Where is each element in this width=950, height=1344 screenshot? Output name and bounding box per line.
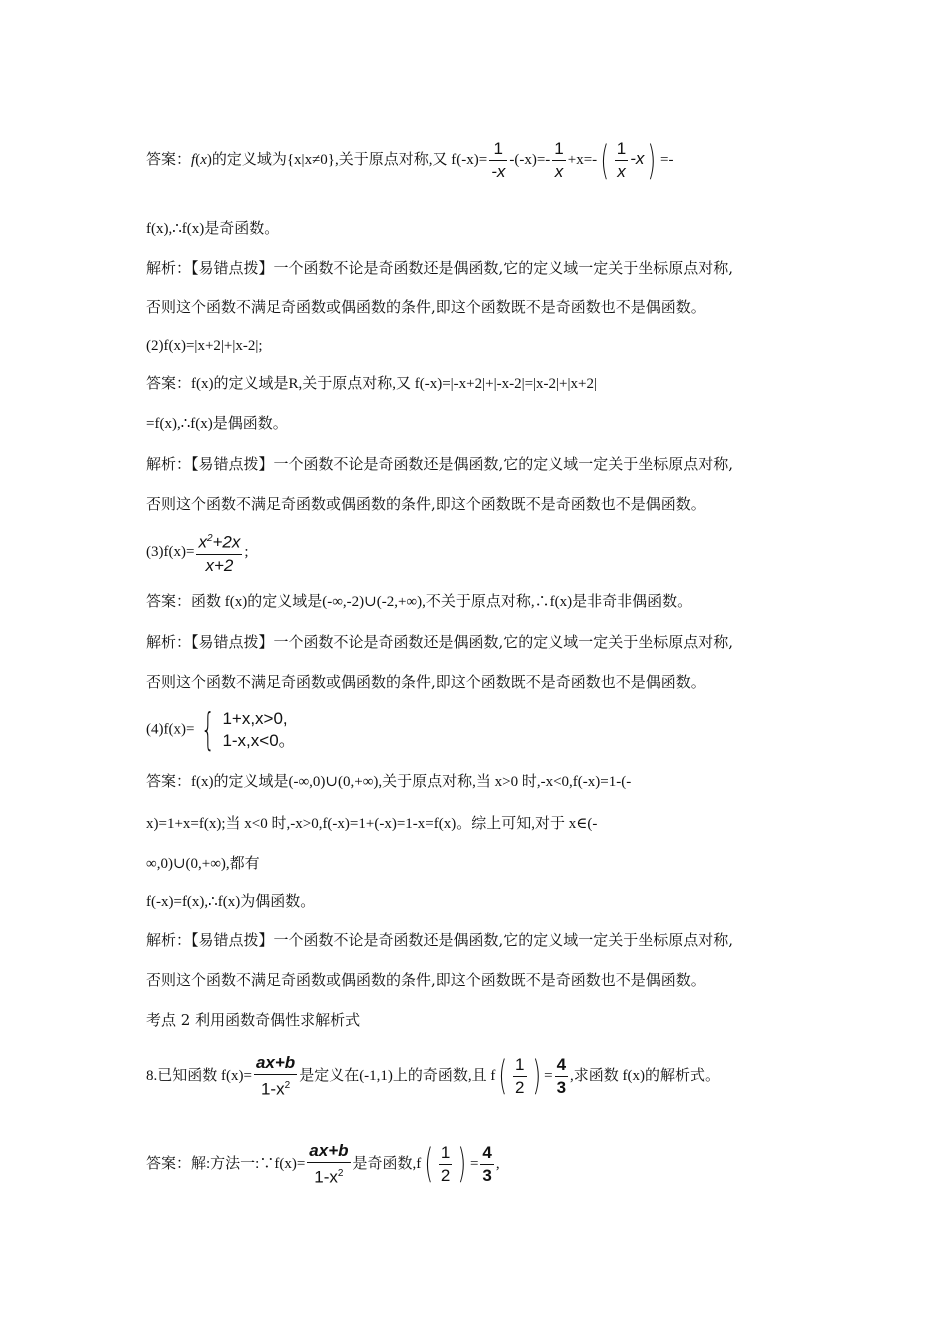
answer-1-line-1: 答案：f(x)的定义域为{x|x≠0},关于原点对称,又 f(-x)= $\frac{1}{-x}$ -(-x)=- $\frac{1}{x}$ +x=-( $\frac{1}{x}$ -x) =-	[146, 137, 674, 184]
fraction-four-thirds-ans: $\frac{4}{3}$	[482, 1142, 492, 1185]
right-paren: )	[647, 137, 657, 184]
answer-label: 答案：	[146, 151, 192, 168]
fraction-four-thirds: $\frac{4}{3}$	[556, 1054, 567, 1097]
analysis-4-line-1: 解析：【易错点拨】一个函数不论是奇函数还是偶函数,它的定义域一定关于坐标原点对称,	[146, 931, 734, 949]
answer-1-line-2: f(x),∴f(x)是奇函数。	[146, 221, 280, 237]
answer-text: 的定义域为{x|x≠0},关于原点对称,又 f(-x)=	[211, 151, 488, 168]
fraction-half-ans: $\frac{1}{2}$	[440, 1142, 451, 1185]
analysis-3-line-2: 否则这个函数不满足奇函数或偶函数的条件,即这个函数既不是奇函数也不是偶函数。	[146, 673, 706, 691]
analysis-1-line-2: 否则这个函数不满足奇函数或偶函数的条件,即这个函数既不是奇函数也不是偶函数。	[146, 298, 706, 316]
answer-4-line-2: x)=1+x=f(x);当 x<0 时,-x>0,f(-x)=1+(-x)=1-x=f(x)。综上可知,对于 x∈(-	[146, 816, 598, 832]
fraction-ans8: $\frac{ax+b}{1-x^2}$	[309, 1141, 349, 1187]
fx-label: f	[191, 151, 196, 168]
fraction-half: $\frac{1}{2}$	[515, 1054, 525, 1097]
analysis-2-line-2: 否则这个函数不满足奇函数或偶函数的条件,即这个函数既不是奇函数也不是偶函数。	[146, 495, 706, 513]
analysis-1-line-1: 解析：【易错点拨】一个函数不论是奇函数还是偶函数,它的定义域一定关于坐标原点对称,	[146, 259, 734, 277]
question-4: (4)f(x)= { 1+x,x>0, 1-x,x<0。	[146, 704, 296, 755]
question-2: (2)f(x)=|x+2|+|x-2|;	[146, 338, 263, 354]
answer-3: 答案：函数 f(x)的定义域是(-∞,-2)∪(-2,+∞),不关于原点对称,∴f(x)是非奇非偶函数。	[146, 594, 693, 610]
question-8: 8.已知函数 f(x)= $\frac{ax+b}{1-x^2}$ 是定义在(-1,1)上的奇函数,且 f( $\frac{1}{2}$ ) = $\frac{4}{3}$ ,求函数 f(x)的解析式。	[146, 1053, 721, 1100]
answer-4-line-3: ∞,0)∪(0,+∞),都有	[146, 856, 260, 872]
answer-4-line-4: f(-x)=f(x),∴f(x)为偶函数。	[146, 894, 316, 910]
left-paren: (	[600, 137, 610, 184]
fraction-2: $\frac{1}{x}$	[554, 139, 564, 181]
fraction-q3: $\frac{x^2+2x}{x+2}$	[196, 528, 242, 577]
answer-2-line-2: =f(x),∴f(x)是偶函数。	[146, 416, 288, 432]
fraction-1: $\frac{1}{-x}$	[491, 139, 506, 181]
brace: {	[201, 704, 216, 755]
analysis-4-line-2: 否则这个函数不满足奇函数或偶函数的条件,即这个函数既不是奇函数也不是偶函数。	[146, 971, 706, 989]
fraction-q8: $\frac{ax+b}{1-x^2}$	[255, 1053, 296, 1099]
answer-2-line-1: 答案：f(x)的定义域是R,关于原点对称,又 f(-x)=|-x+2|+|-x-2|=|x-2|+|x+2|	[146, 376, 597, 392]
piecewise-cases: 1+x,x>0, 1-x,x<0。	[222, 709, 296, 750]
answer-8: 答案：解:方法一:∵f(x)= $\frac{ax+b}{1-x^2}$ 是奇函数,f( $\frac{1}{2}$ ) = $\frac{4}{3}$ ,	[146, 1141, 500, 1188]
fraction-3: $\frac{1}{x}$	[616, 139, 627, 181]
answer-4-line-1: 答案：f(x)的定义域是(-∞,0)∪(0,+∞),关于原点对称,当 x>0 时,-x<0,f(-x)=1-(-	[146, 774, 632, 790]
analysis-3-line-1: 解析：【易错点拨】一个函数不论是奇函数还是偶函数,它的定义域一定关于坐标原点对称,	[146, 633, 734, 651]
analysis-2-line-1: 解析：【易错点拨】一个函数不论是奇函数还是偶函数,它的定义域一定关于坐标原点对称,	[146, 455, 734, 473]
section-heading: 考点 2 利用函数奇偶性求解析式	[146, 1011, 361, 1029]
question-3: (3)f(x)= $\frac{x^2+2x}{x+2}$ ;	[146, 528, 249, 577]
